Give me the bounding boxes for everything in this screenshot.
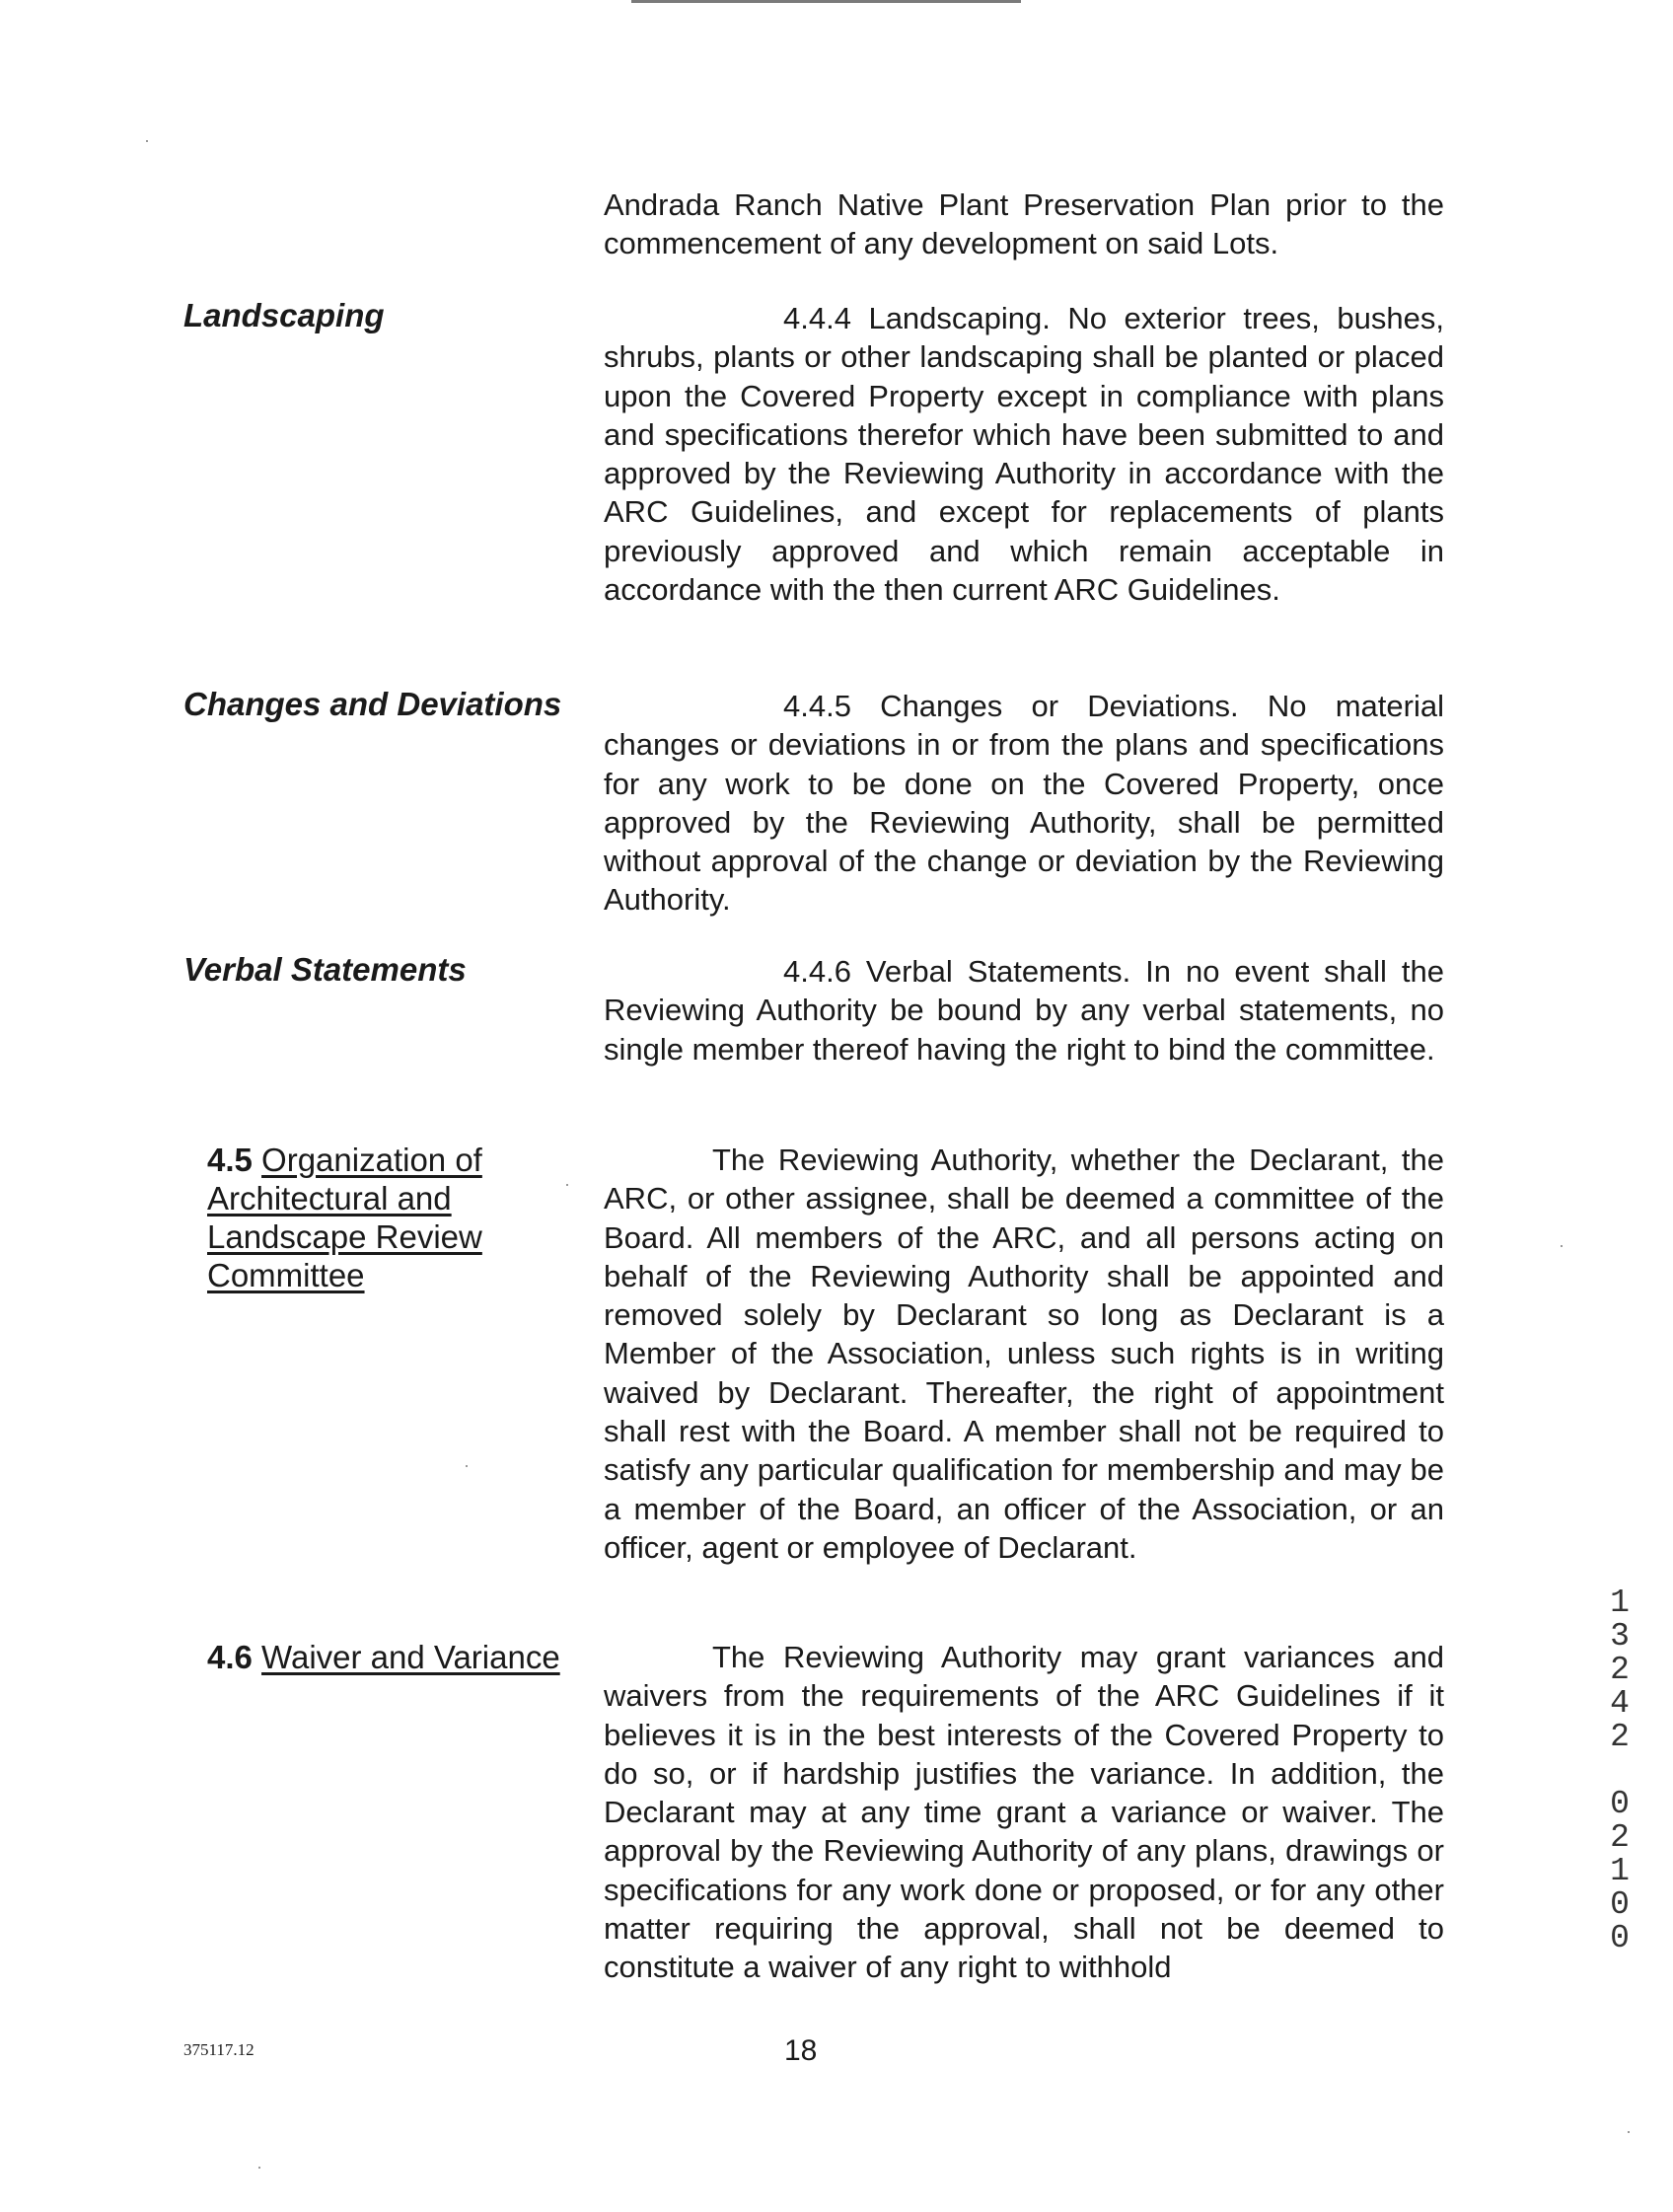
scan-speck — [258, 2167, 260, 2169]
stamp-digit: 3 — [1610, 1618, 1630, 1655]
stamp-digit: 0 — [1610, 1886, 1630, 1923]
page-number: 18 — [784, 2034, 818, 2067]
section-4-5-heading — [207, 1141, 503, 1294]
stamp-digit: 2 — [1610, 1652, 1630, 1688]
document-id: 375117.12 — [183, 2040, 255, 2059]
stamp-digit: 4 — [1610, 1685, 1630, 1722]
stamp-gap — [1603, 1754, 1637, 1788]
section-number: 4.6 — [207, 1639, 253, 1675]
stamp-digit: 2 — [1610, 1719, 1630, 1755]
paragraph-4-5: The Reviewing Authority, whether the Declarant, the ARC, or other assignee, shall be deemed a committee of the Board. All members of the ARC, and all persons acting on behalf of the Reviewing Authority shall be appointed and removed solely by Declarant so long as Declarant is a Member of the Association, unless such rights is in writing waived by Declarant. Thereafter, the right of appointment shall rest with the Board. A member shall not be required to satisfy any particular qualification for membership and may be a member of the Board, an officer of the Association, or an officer, agent or employee of Declarant. — [604, 1143, 1444, 1565]
margin-heading-landscaping: Landscaping — [183, 297, 385, 333]
paragraph-4-4-4: 4.4.4 Landscaping. No exterior trees, bushes, shrubs, plants or other landscaping shall be planted or placed upon the Covered Property except in compliance with plans and specifications therefor which have been submitted to and approved by the Reviewing Authority in accordance with the ARC Guidelines, and except for replacements of plants previously approved and which remain acceptable in accordance with the then current ARC Guidelines. — [604, 301, 1444, 608]
recording-stamp — [1603, 1586, 1637, 1955]
stamp-digit: 2 — [1610, 1819, 1630, 1856]
top-scan-line — [631, 0, 1021, 3]
scan-speck — [466, 1465, 468, 1467]
scan-speck — [1628, 2131, 1630, 2133]
section-number: 4.5 — [207, 1142, 253, 1178]
section-4-6-heading — [207, 1638, 562, 1676]
stamp-digit: 0 — [1610, 1920, 1630, 1956]
stamp-digit: 0 — [1610, 1786, 1630, 1822]
scan-speck — [146, 140, 148, 142]
paragraph-4-6: The Reviewing Authority may grant variances and waivers from the requirements of the ARC Guidelines if it believes it is in the best interests of the Covered Property to do so, or if hardship justifies the variance. In addition, the Declarant may at any time grant a variance or waiver. The approval by the Reviewing Authority of any plans, drawings or specifications for any work done or proposed, or for any other matter requiring the approval, shall not be deemed to constitute a waiver of any right to withhold — [604, 1640, 1444, 1985]
paragraph-4-4-5: 4.4.5 Changes or Deviations. No material changes or deviations in or from the plans and specifications for any work to be done on the Covered Property, once approved by the Reviewing Authority, shall be permitted without approval of the change or deviation by the Reviewing Authority. — [604, 689, 1444, 918]
section-title: Organization of Architectural and Landscape Review Committee — [207, 1142, 482, 1293]
margin-heading-changes-and-deviations: Changes and Deviations — [183, 686, 562, 722]
stamp-digit: 1 — [1610, 1585, 1630, 1621]
stamp-digit: 1 — [1610, 1853, 1630, 1889]
scan-speck — [1561, 1245, 1563, 1247]
scan-speck — [566, 1184, 568, 1186]
opening-paragraph: Andrada Ranch Native Plant Preservation Plan prior to the commencement of any development on said Lots. — [604, 187, 1444, 261]
paragraph-4-4-6: 4.4.6 Verbal Statements. In no event shall the Reviewing Authority be bound by any verbal statements, no single member thereof having the right to bind the committee. — [604, 954, 1444, 1067]
section-title: Waiver and Variance — [261, 1639, 560, 1675]
margin-heading-verbal-statements: Verbal Statements — [183, 951, 467, 988]
